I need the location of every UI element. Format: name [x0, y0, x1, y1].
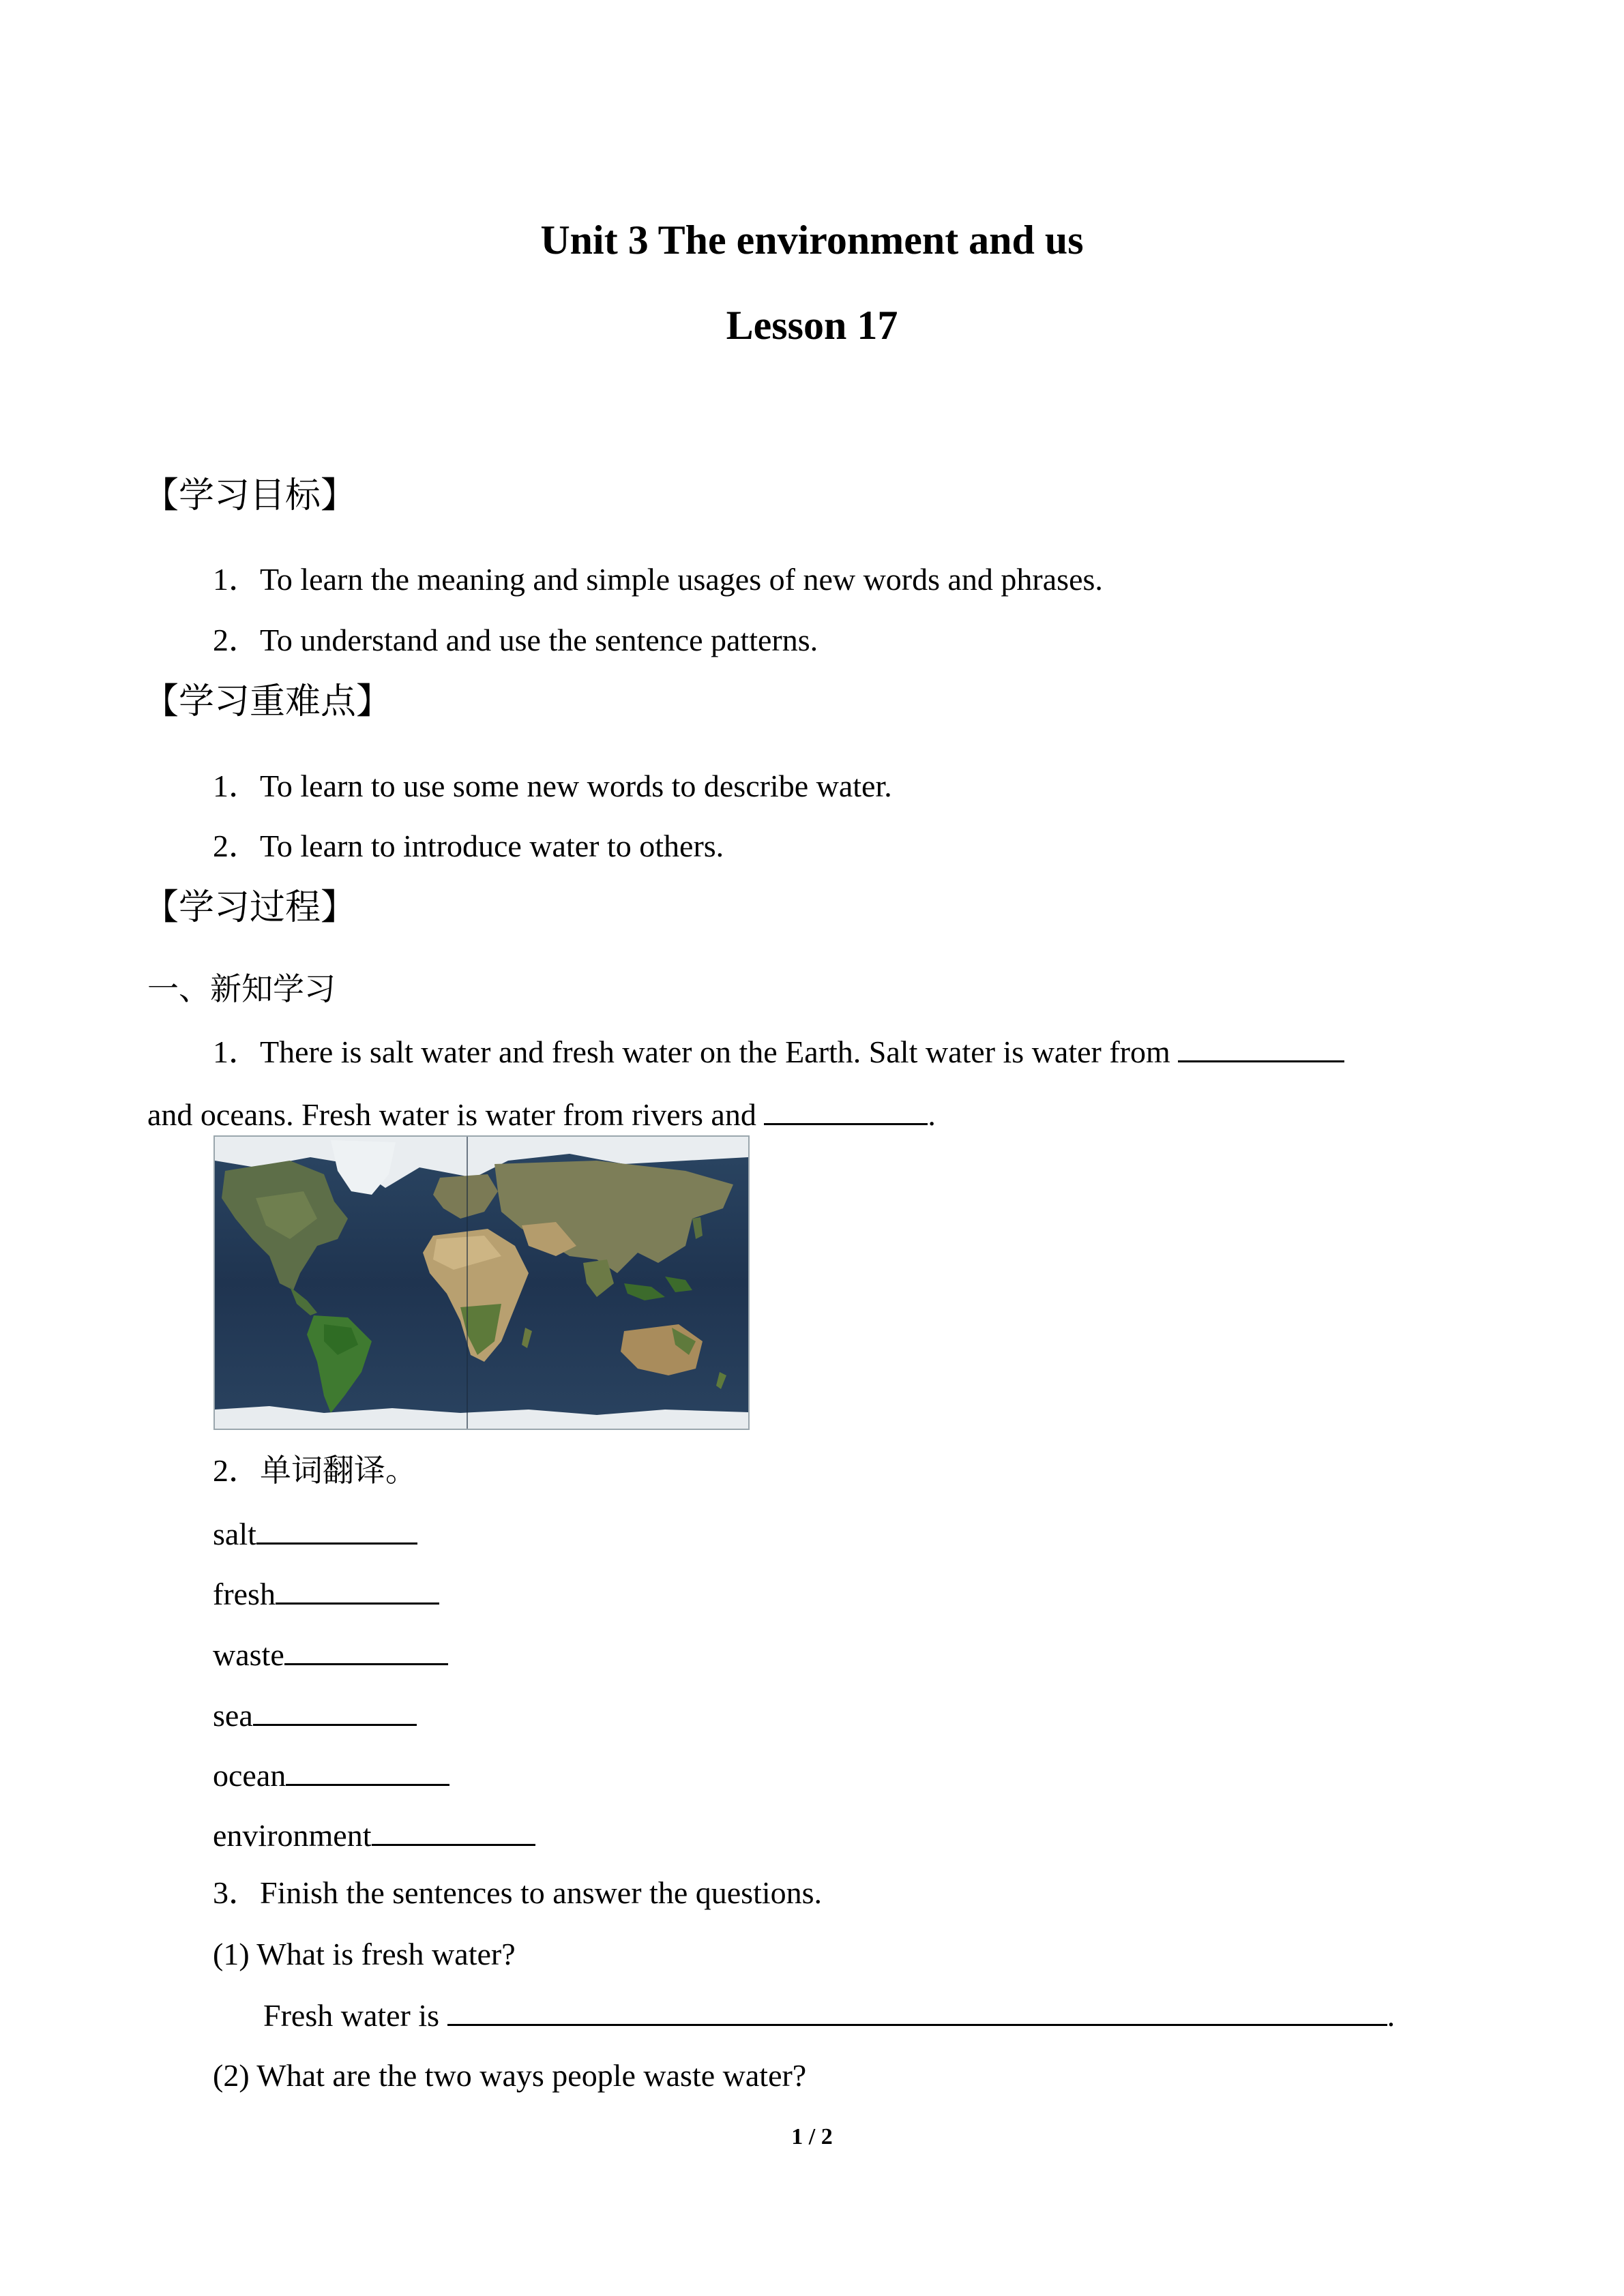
- question-3-title: Finish the sentences to answer the questions.: [260, 1875, 823, 1910]
- question-3-title-line: [213, 1873, 822, 1913]
- answer-blank[interactable]: [256, 1512, 417, 1545]
- question-2-num: 2．: [213, 1453, 260, 1488]
- objective-item-2: [213, 620, 818, 661]
- question-1-text: There is salt water and fresh water on the Earth. Salt water is water from: [260, 1034, 1170, 1069]
- objective-item-1: [213, 559, 1103, 600]
- key-point-num-1: 1．: [213, 769, 260, 803]
- objectives-heading: 【学习目标】: [143, 475, 357, 516]
- question-1-num: 1．: [213, 1034, 260, 1069]
- question-2-title-line: [213, 1450, 417, 1491]
- sub-answer-1-text: Fresh water is: [263, 1998, 440, 2033]
- word-salt: salt: [213, 1517, 256, 1551]
- question-2-title: 单词翻译。: [260, 1452, 417, 1489]
- sub-answer-1: [263, 1994, 1395, 2036]
- key-point-num-2: 2．: [213, 829, 260, 863]
- key-point-text-1: To learn to use some new words to describe water.: [260, 769, 892, 803]
- sub-question-2: (2) What are the two ways people waste water?: [213, 2058, 807, 2093]
- page-number: 1 / 2: [791, 2124, 833, 2149]
- question-1-line-2: [147, 1093, 936, 1135]
- lesson-title: Lesson 17: [726, 303, 898, 348]
- word-row-fresh: [213, 1572, 439, 1615]
- word-ocean: ocean: [213, 1758, 286, 1793]
- word-waste: waste: [213, 1637, 284, 1672]
- answer-blank[interactable]: [1178, 1030, 1344, 1062]
- answer-blank[interactable]: [372, 1814, 535, 1846]
- word-sea: sea: [213, 1698, 253, 1733]
- process-heading: 【学习过程】: [143, 887, 357, 928]
- answer-blank[interactable]: [284, 1633, 448, 1665]
- period: .: [928, 1097, 936, 1132]
- answer-blank[interactable]: [276, 1572, 439, 1605]
- sub-question-1: (1) What is fresh water?: [213, 1937, 516, 1971]
- objective-num-1: 1．: [213, 562, 260, 597]
- period: .: [1387, 1998, 1396, 2033]
- answer-blank[interactable]: [447, 1994, 1387, 2026]
- objective-text-2: To understand and use the sentence patterns.: [260, 623, 818, 657]
- question-1-text-2: and oceans. Fresh water is water from rivers and: [147, 1097, 756, 1132]
- word-environment: environment: [213, 1818, 372, 1853]
- key-points-heading: 【学习重难点】: [143, 681, 392, 722]
- world-map-image: [213, 1135, 750, 1430]
- answer-blank[interactable]: [764, 1093, 928, 1125]
- key-point-item-1: [213, 766, 892, 807]
- answer-blank[interactable]: [253, 1694, 417, 1726]
- question-1-line-1: [213, 1030, 1344, 1073]
- key-point-text-2: To learn to introduce water to others.: [260, 829, 724, 863]
- document-title: Unit 3 The environment and us: [540, 218, 1084, 263]
- objective-text-1: To learn the meaning and simple usages of new words and phrases.: [260, 562, 1103, 597]
- part-one-title: 一、新知学习: [147, 970, 336, 1007]
- word-row-sea: [213, 1694, 417, 1736]
- word-row-salt: [213, 1512, 417, 1555]
- answer-blank[interactable]: [286, 1754, 449, 1786]
- word-row-waste: [213, 1633, 448, 1675]
- word-fresh: fresh: [213, 1577, 276, 1611]
- key-point-item-2: [213, 826, 724, 867]
- word-row-environment: [213, 1814, 535, 1856]
- word-row-ocean: [213, 1754, 449, 1796]
- objective-num-2: 2．: [213, 623, 260, 657]
- question-3-num: 3．: [213, 1875, 260, 1910]
- world-map-icon: [215, 1137, 748, 1429]
